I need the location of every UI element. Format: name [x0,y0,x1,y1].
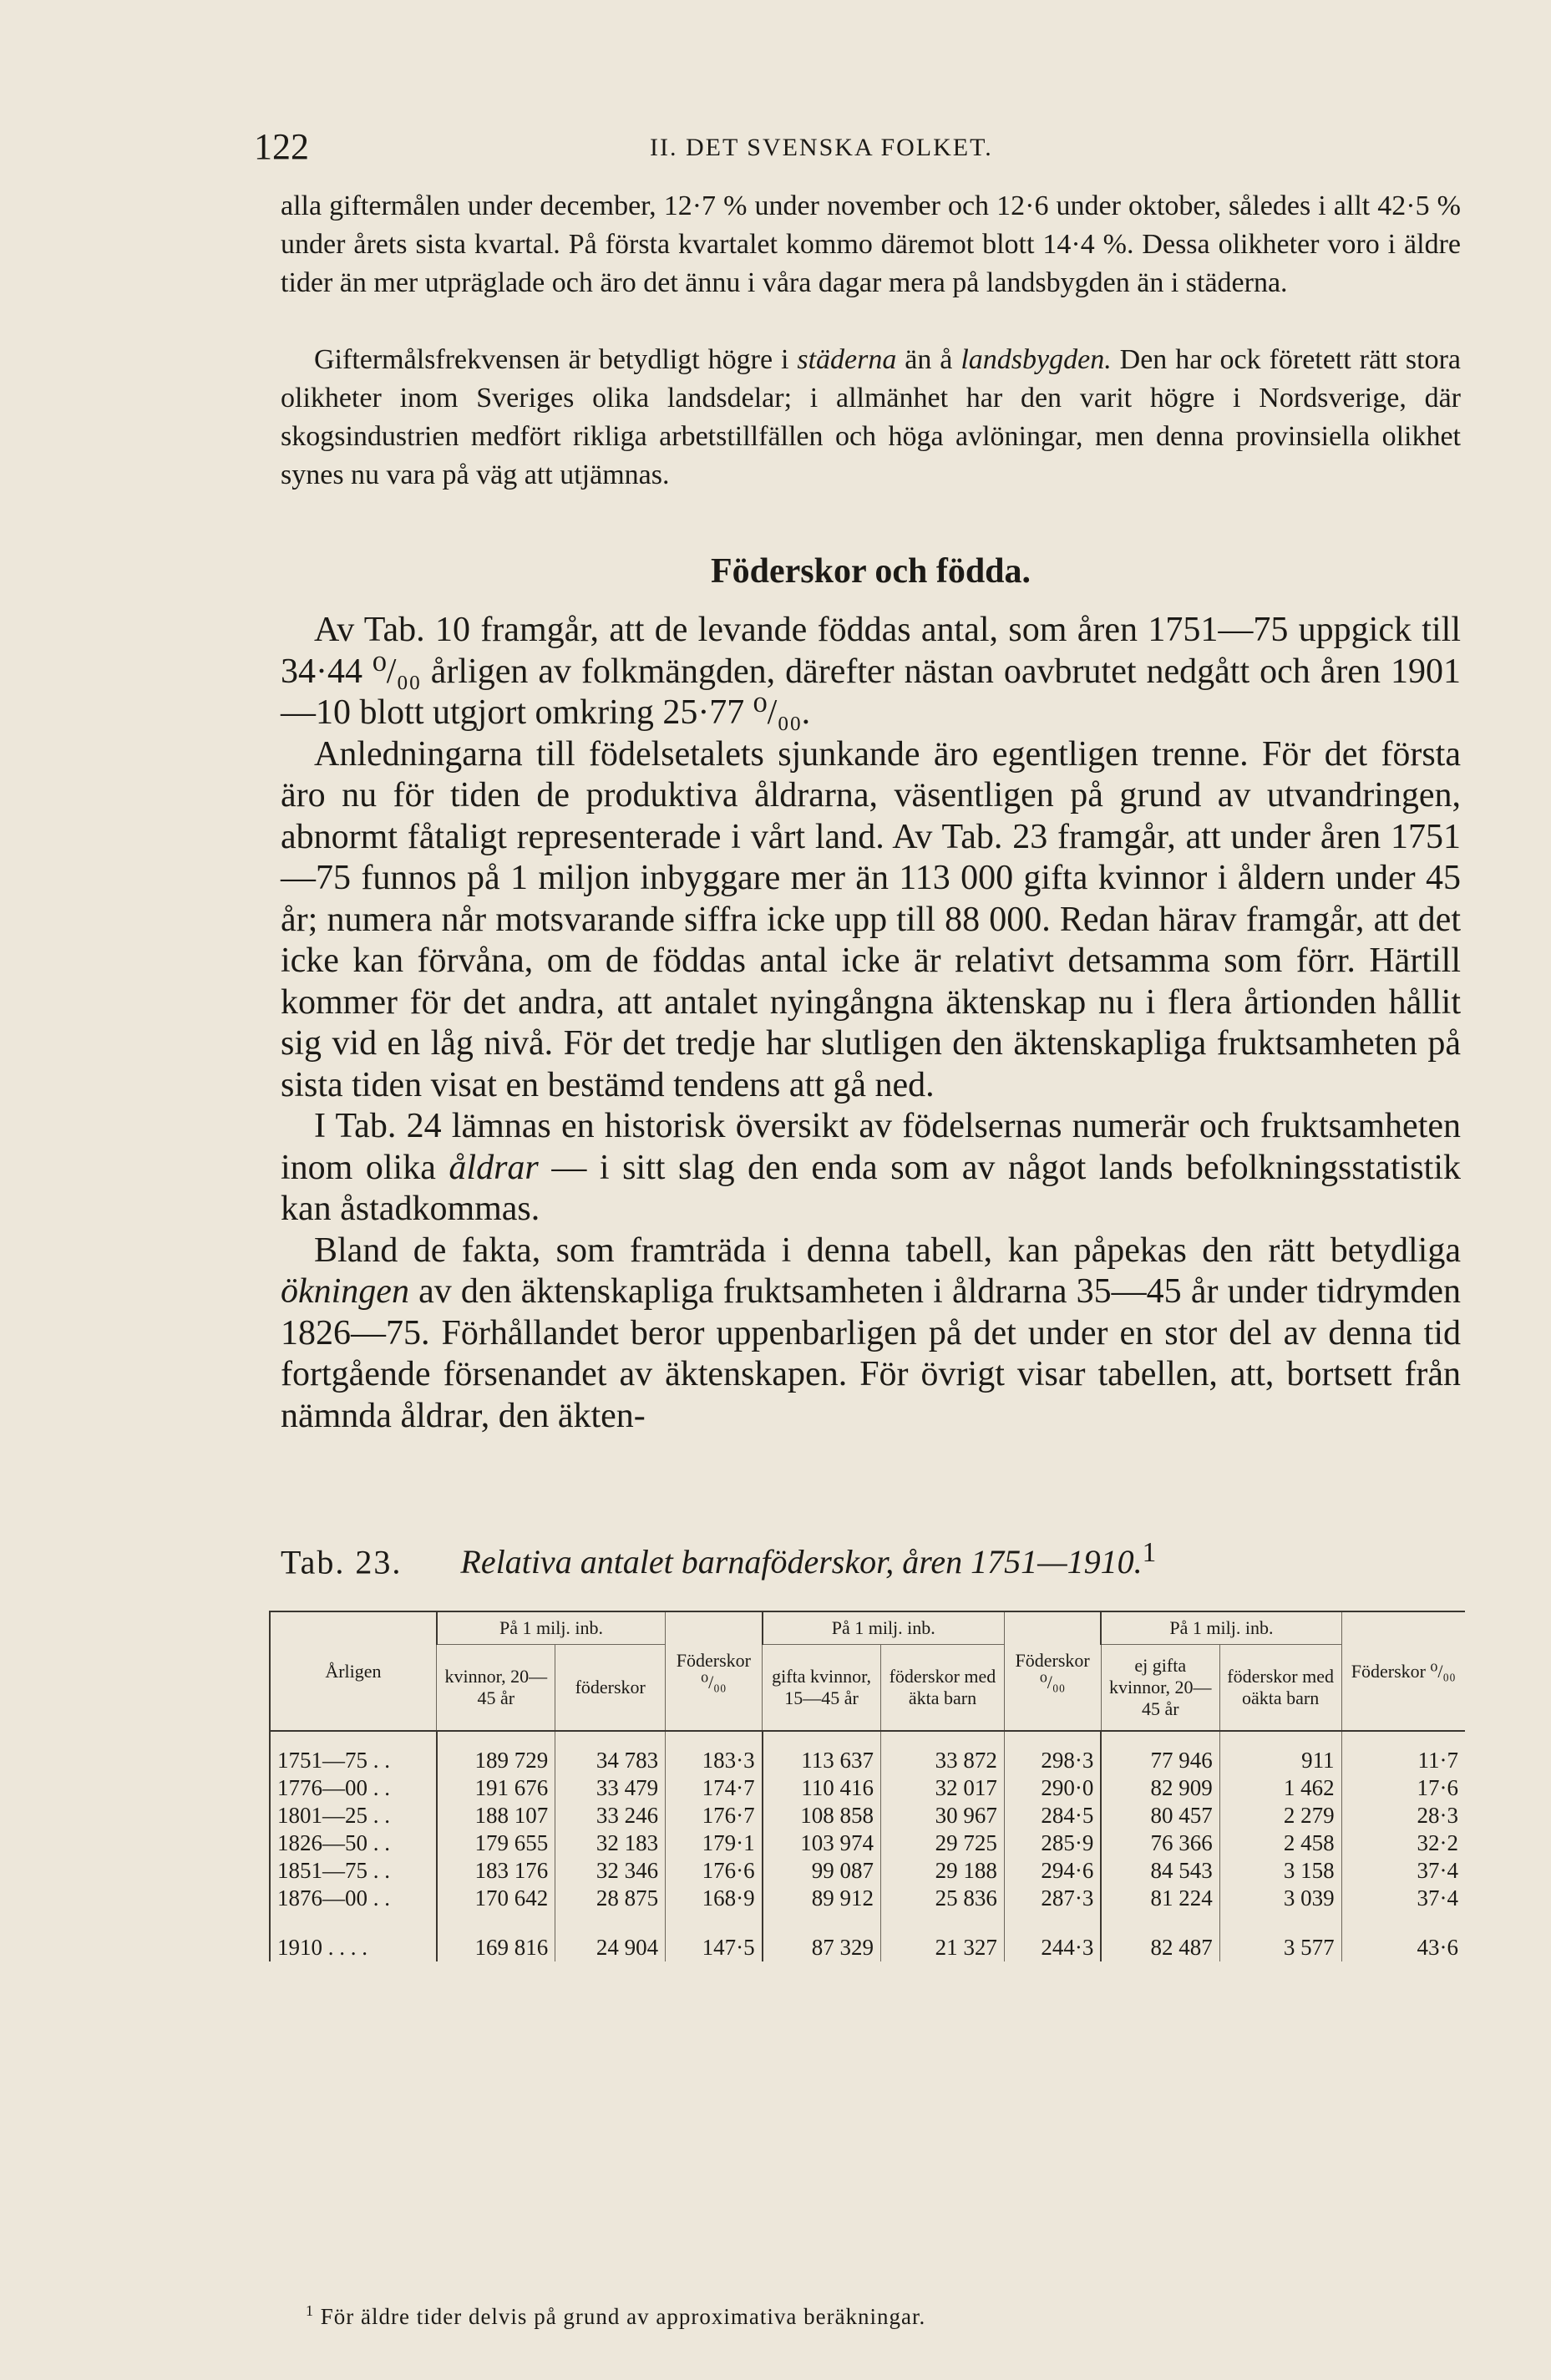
cell-unmarried-rate: 32·2 [1341,1829,1465,1857]
cell-rate: 179·1 [666,1829,763,1857]
body-p3-emphasis: åldrar [449,1148,539,1187]
cell-unmarried: 81 224 [1101,1885,1219,1912]
body-paragraph-1: Av Tab. 10 framgår, att de levande föddas antal, som åren 1751—75 uppgick till 34·44 ⁰/₀₀ årligen av folkmängden, därefter nästan oavbrutet nedgått och åren 1901—10 blott utgjort omkring 25·77 ⁰/₀₀. [281,611,1461,732]
cell-married-rate: 244·3 [1004,1934,1101,1961]
table-title: Relativa antalet barnaföderskor, åren 1751—1910. [460,1543,1143,1581]
header-rate-3: Föderskor ⁰/₀₀ [1341,1611,1465,1731]
intro-paragraph-1: alla giftermålen under december, 12·7 % under november och 12·6 under oktober, således i allt 42·5 % under årets sista kvartal. På första kvartalet kommo däremot blott 14·4 %. Dessa olikheter voro i äldre tider än mer utpräglade och äro det ännu i våra dagar mera på landsbygden än i städerna. [281,190,1461,298]
cell-married-mothers: 30 967 [881,1802,1005,1829]
cell-women: 188 107 [437,1802,555,1829]
cell-married-rate: 284·5 [1004,1802,1101,1829]
footnote-text: För äldre tider delvis på grund av approximativa beräkningar. [320,2304,926,2329]
table-row [270,1857,1465,1885]
intro-p2-text-a: Giftermålsfrekvensen är betydligt högre i [314,344,798,375]
spacer-cell [1341,1912,1465,1934]
header-g1-women: kvinnor, 20—45 år [437,1645,555,1732]
cell-married-mothers: 21 327 [881,1934,1005,1961]
header-g3-mothers: föderskor med oäkta barn [1219,1645,1341,1732]
cell-married-mothers: 29 725 [881,1829,1005,1857]
header-group-3: På 1 milj. inb. [1101,1611,1341,1645]
cell-unmarried-mothers: 1 462 [1219,1774,1341,1802]
cell-unmarried: 80 457 [1101,1802,1219,1829]
spacer-cell [1101,1912,1219,1934]
birth-table [269,1611,1465,1961]
cell-unmarried-rate: 43·6 [1341,1934,1465,1961]
cell-unmarried-rate: 37·4 [1341,1857,1465,1885]
cell-married: 89 912 [763,1885,881,1912]
spacer-cell [666,1912,763,1934]
cell-unmarried-mothers: 911 [1219,1731,1341,1774]
data-table [269,1611,1465,1961]
body-paragraph-4 [281,1231,1461,1438]
intro-p2-emphasis-1: städerna [797,344,897,375]
cell-unmarried: 76 366 [1101,1829,1219,1857]
body-paragraph-3 [281,1106,1461,1231]
body-p3-text-a: I Tab. 24 lämnas en historisk översikt av födelsernas numerär och fruktsamheten inom olika [281,1107,1461,1187]
section-heading: Föderskor och födda. [710,552,1031,591]
cell-married-rate: 285·9 [1004,1829,1101,1857]
cell-women: 179 655 [437,1829,555,1857]
cell-married-mothers: 29 188 [881,1857,1005,1885]
footnote [306,2302,1458,2330]
cell-rate: 176·6 [666,1857,763,1885]
cell-mothers: 28 875 [555,1885,666,1912]
header-rate-1: Föderskor ⁰/₀₀ [666,1611,763,1731]
spacer-cell [1219,1912,1341,1934]
cell-married-rate: 290·0 [1004,1774,1101,1802]
cell-mothers: 32 183 [555,1829,666,1857]
cell-married: 103 974 [763,1829,881,1857]
cell-period: 1876—00 . . [270,1885,437,1912]
cell-unmarried-rate: 17·6 [1341,1774,1465,1802]
table-row [270,1829,1465,1857]
cell-married: 110 416 [763,1774,881,1802]
cell-rate: 147·5 [666,1934,763,1961]
intro-p2-text-b: än å [896,344,961,375]
cell-married-rate: 294·6 [1004,1857,1101,1885]
cell-women: 169 816 [437,1934,555,1961]
header-group-2: På 1 milj. inb. [763,1611,1005,1645]
body-text [281,610,1461,1437]
body-p4-text-b: av den äktenskapliga fruktsamheten i åldrarna 35—45 år under tidrymden 1826—75. Förhållandet beror uppenbarligen på det under en stor del av denna tid fortgående försenandet av äktenskapen. För övrigt visar tabellen, att, bortsett från nämnda åldrar, den äkten- [281,1272,1461,1435]
body-p3-text-b: — i sitt slag den enda som av något lands befolkningsstatistik kan åstadkommas. [281,1148,1461,1228]
header-g1-mothers: föderskor [555,1645,666,1732]
cell-mothers: 24 904 [555,1934,666,1961]
header-g3-unmarried: ej gifta kvinnor, 20—45 år [1101,1645,1219,1732]
page-number: 122 [254,126,309,167]
spacer-cell [270,1912,437,1934]
page-header [254,125,1457,175]
cell-unmarried-mothers: 2 279 [1219,1802,1341,1829]
cell-period: 1776—00 . . [270,1774,437,1802]
cell-women: 183 176 [437,1857,555,1885]
cell-mothers: 32 346 [555,1857,666,1885]
spacer-cell [881,1912,1005,1934]
intro-paragraph-2 [281,341,1461,495]
header-g2-mothers: föderskor med äkta barn [881,1645,1005,1732]
cell-unmarried-rate: 37·4 [1341,1885,1465,1912]
cell-mothers: 33 479 [555,1774,666,1802]
running-head: II. DET SVENSKA FOLKET. [650,134,993,161]
table-label: Tab. 23. [281,1543,403,1581]
cell-period: 1826—50 . . [270,1829,437,1857]
table-row [270,1885,1465,1912]
table-caption [281,1537,1461,1581]
cell-mothers: 33 246 [555,1802,666,1829]
table-row [270,1731,1465,1774]
cell-women: 189 729 [437,1731,555,1774]
header-rate-2: Föderskor ⁰/₀₀ [1004,1611,1101,1731]
header-row-sub [270,1645,1465,1732]
spacer-cell [763,1912,881,1934]
cell-married: 99 087 [763,1857,881,1885]
cell-period: 1910 . . . . [270,1934,437,1961]
body-paragraph-2: Anledningarna till födelsetalets sjunkande äro egentligen trenne. För det första äro nu för tiden de produktiva åldrarna, väsentligen på grund av utvandringen, abnormt fåtaligt representerade i vårt land. Av Tab. 23 framgår, att under åren 1751—75 funnos på 1 miljon inbyggare mer än 113 000 gifta kvinnor i åldern under 45 år; numera når motsvarande siffra icke upp till 88 000. Redan härav framgår, att det icke kan förvåna, om de föddas antal icke är relativt detsamma som förr. Härtill kommer för det andra, att antalet nyingångna äktenskap nu i flera årtionden hållit sig vid en låg nivå. För det tredje har slutligen den äktenskapliga fruktsamheten på sista tiden visat en bestämd tendens att gå ned. [281,734,1461,1104]
spacer-cell [1004,1912,1101,1934]
cell-rate: 176·7 [666,1802,763,1829]
cell-rate: 168·9 [666,1885,763,1912]
cell-unmarried-rate: 11·7 [1341,1731,1465,1774]
cell-unmarried-rate: 28·3 [1341,1802,1465,1829]
cell-unmarried-mothers: 3 039 [1219,1885,1341,1912]
body-p4-text-a: Bland de fakta, som framträda i denna tabell, kan påpekas den rätt betydliga [314,1231,1461,1270]
cell-married: 87 329 [763,1934,881,1961]
spacer-cell [555,1912,666,1934]
table-spacer-row [270,1912,1465,1934]
header-g2-married: gifta kvinnor, 15—45 år [763,1645,881,1732]
cell-unmarried: 82 487 [1101,1934,1219,1961]
cell-period: 1751—75 . . [270,1731,437,1774]
table-footnote-mark: 1 [1142,1537,1157,1568]
cell-women: 170 642 [437,1885,555,1912]
cell-mothers: 34 783 [555,1731,666,1774]
header-group-1: På 1 milj. inb. [437,1611,666,1645]
body-p4-emphasis: ökningen [281,1272,409,1311]
footnote-mark: 1 [306,2302,314,2319]
spacer-cell [437,1912,555,1934]
cell-women: 191 676 [437,1774,555,1802]
cell-married-rate: 287·3 [1004,1885,1101,1912]
table-row [270,1774,1465,1802]
intro-p2-emphasis-2: landsbygden. [961,344,1112,375]
cell-rate: 183·3 [666,1731,763,1774]
cell-unmarried: 82 909 [1101,1774,1219,1802]
cell-period: 1851—75 . . [270,1857,437,1885]
cell-unmarried: 77 946 [1101,1731,1219,1774]
cell-period: 1801—25 . . [270,1802,437,1829]
cell-rate: 174·7 [666,1774,763,1802]
header-row-top [270,1611,1465,1645]
cell-married: 113 637 [763,1731,881,1774]
cell-married-mothers: 25 836 [881,1885,1005,1912]
cell-married: 108 858 [763,1802,881,1829]
cell-married-rate: 298·3 [1004,1731,1101,1774]
cell-unmarried: 84 543 [1101,1857,1219,1885]
cell-married-mothers: 32 017 [881,1774,1005,1802]
cell-unmarried-mothers: 3 158 [1219,1857,1341,1885]
table-row [270,1802,1465,1829]
intro-p2-text-c: Den har ock företett rätt stora olikheter inom Sveriges olika landsdelar; i allmänhet har den varit högre i Nordsverige, där skogsindustrien medfört rikliga arbetstillfällen och höga avlöningar, men denna provinsiella olikhet synes nu vara på väg att utjämnas. [281,344,1461,490]
cell-unmarried-mothers: 3 577 [1219,1934,1341,1961]
header-year: Årligen [270,1611,437,1731]
cell-unmarried-mothers: 2 458 [1219,1829,1341,1857]
table-row-1910 [270,1934,1465,1961]
cell-married-mothers: 33 872 [881,1731,1005,1774]
